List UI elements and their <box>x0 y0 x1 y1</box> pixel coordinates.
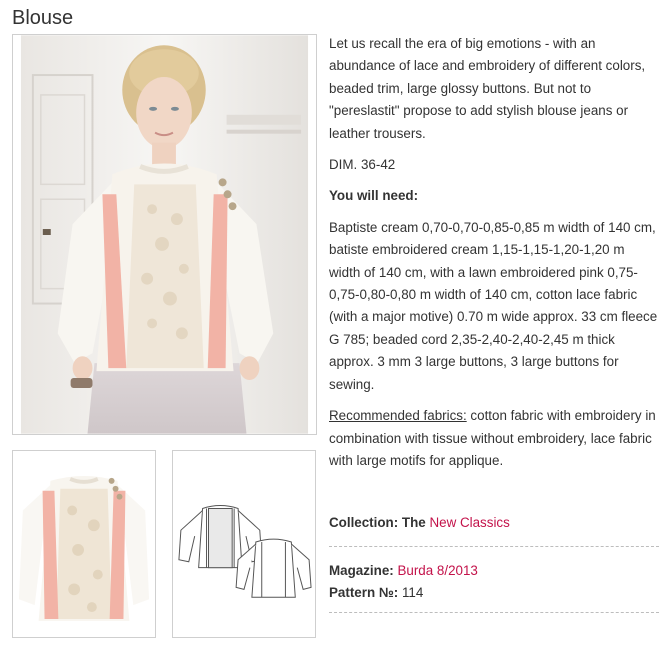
page-title: Blouse <box>12 7 74 29</box>
blouse-technical-sketch <box>173 451 315 637</box>
magazine-row <box>329 560 478 582</box>
recommended-fabrics <box>329 405 659 472</box>
collection-label: Collection: The <box>329 515 426 530</box>
product-description <box>329 33 659 481</box>
divider <box>329 546 659 547</box>
recommended-fabrics-label: Recommended fabrics: <box>329 408 467 424</box>
collection-row <box>329 512 510 534</box>
divider <box>329 612 659 613</box>
recommended-fabrics-text: cotton fabric with embroidery in combination with tissue without embroidery, lace fabric with large motifs for applique. <box>329 408 656 468</box>
size-range: DIM. 36-42 <box>329 157 396 173</box>
pattern-label: Pattern №: <box>329 585 399 600</box>
magazine-label: Magazine: <box>329 563 394 578</box>
pattern-number: 114 <box>401 585 424 600</box>
magazine-info <box>329 560 478 604</box>
sketch-thumbnail[interactable] <box>172 450 316 638</box>
materials-heading: You will need: <box>329 188 419 204</box>
magazine-link[interactable]: Burda 8/2013 <box>397 563 478 578</box>
product-thumbnail[interactable] <box>12 450 156 638</box>
main-product-photo[interactable] <box>12 34 317 435</box>
woman-wearing-blouse-photo <box>13 35 316 434</box>
pattern-row <box>329 582 478 604</box>
description-intro: Let us recall the era of big emotions - with an abundance of lace and embroidery of different colors, beaded trim, large glossy buttons. But not to "pereslastit" propose to add stylish blouse jeans or leather trousers. <box>329 36 646 141</box>
collection-link[interactable]: New Classics <box>429 515 510 530</box>
blouse-front-thumbnail <box>13 451 155 637</box>
materials-list: Baptiste cream 0,70-0,70-0,85-0,85 m width of 140 cm, batiste embroidered cream 1,15-1,15-1,20-1,20 m width of 140 cm, with a lawn embroidered pink 0,75-0,75-0,80-0,80 m width of 140 cm, cotton lace fabric (with a major motive) 0.70 m wide approx. 33 cm fleece G 785; beaded cord 2,35-2,40-2,40-2,45 m thick approx. 3 mm 3 large buttons, 3 large buttons for sewing. <box>329 219 658 392</box>
